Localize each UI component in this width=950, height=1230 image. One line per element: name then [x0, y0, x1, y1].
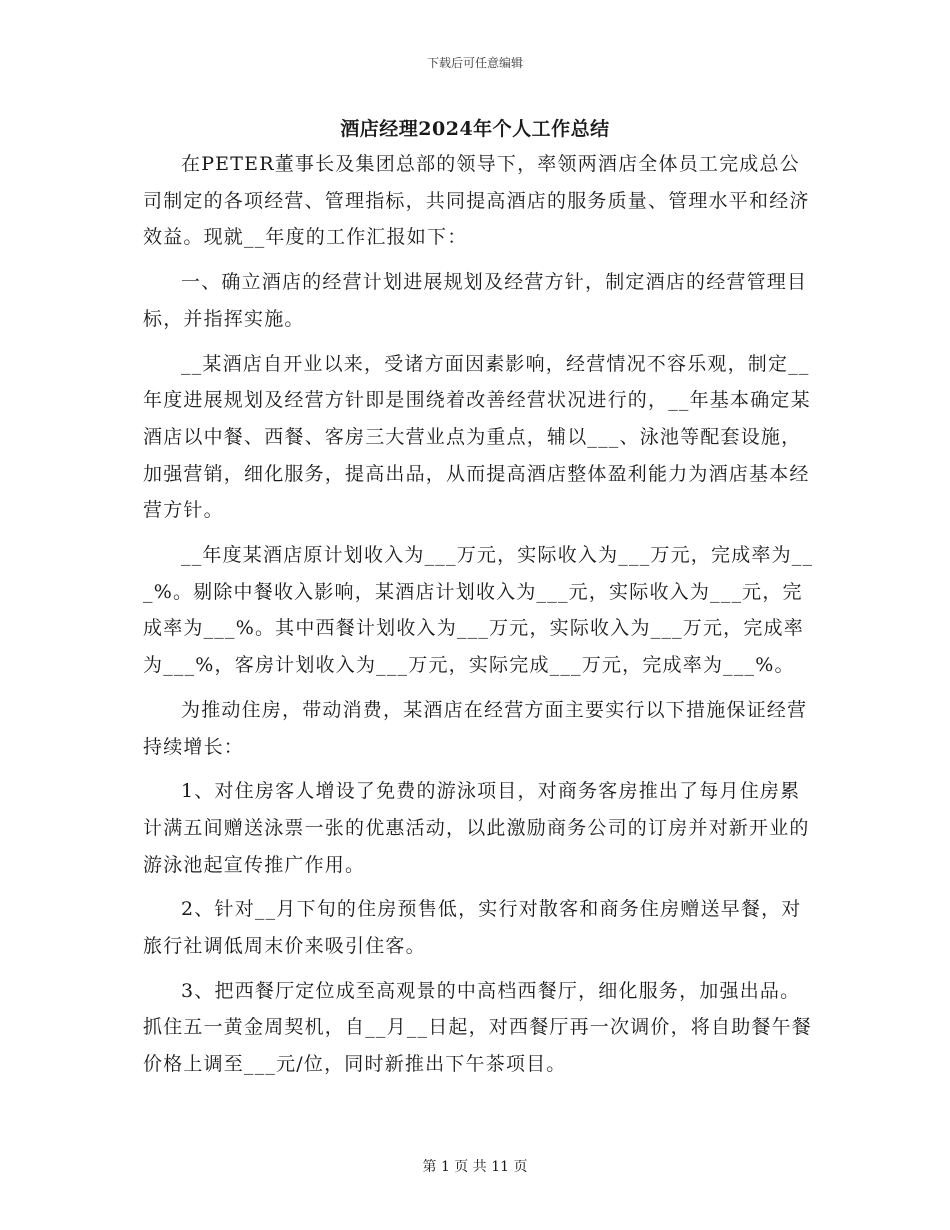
paragraph-measure-3: 3、把西餐厅定位成至高观景的中高档西餐厅，细化服务，加强出品。抓住五一黄金周契机，自__月__日起，对西餐厅再一次调价，将自助餐午餐价格上调至___元/位，同时新推出下午茶项目。: [143, 979, 813, 1076]
paragraph-measure-2: 2、针对__月下旬的住房预售低，实行对散客和商务住房赠送早餐，对旅行社调低周末价来吸引住客。: [143, 898, 802, 958]
paragraph-measures-intro: 为推动住房，带动消费，某酒店在经营方面主要实行以下措施保证经营持续增长：: [143, 698, 808, 758]
paragraph-measure-1: 1、对住房客人增设了免费的游泳项目，对商务客房推出了每月住房累计满五间赠送泳票一张的优惠活动，以此激励商务公司的订房并对新开业的游泳池起宣传推广作用。: [143, 780, 810, 876]
paragraph-intro: 在PETER董事长及集团总部的领导下，率领两酒店全体员工完成总公司制定的各项经营、管理指标，共同提高酒店的服务质量、管理水平和经济效益。现就__年度的工作汇报如下：: [143, 153, 810, 249]
document-body: [143, 146, 815, 1091]
paragraph-business-policy: __某酒店自开业以来，受诸方面因素影响，经营情况不容乐观，制定__年度进展规划及经营方针即是围绕着改善经营状况进行的，__年基本确定某酒店以中餐、西餐、客房三大营业点为重点，辅以___、泳池等配套设施，加强营销，细化服务，提高出品，从而提高酒店整体盈利能力为酒店基本经营方针。: [143, 352, 811, 522]
document-title: 酒店经理2024年个人工作总结: [340, 118, 610, 140]
paragraph-section-1-heading: 一、确立酒店的经营计划进展规划及经营方针，制定酒店的经营管理目标，并指挥实施。: [143, 271, 808, 330]
page-number: 第 1 页 共 11 页: [422, 1159, 528, 1175]
header-note: 下载后可任意编辑: [426, 56, 523, 70]
paragraph-revenue: __年度某酒店原计划收入为___万元，实际收入为___万元，完成率为___%。剔除中餐收入影响，某酒店计划收入为___元，实际收入为___元，完成率为___%。其中西餐计划收入为___万元，实际收入为___万元，完成率为___%，客房计划收入为___万元，实际完成___万元，完成率为___%。: [143, 544, 814, 677]
